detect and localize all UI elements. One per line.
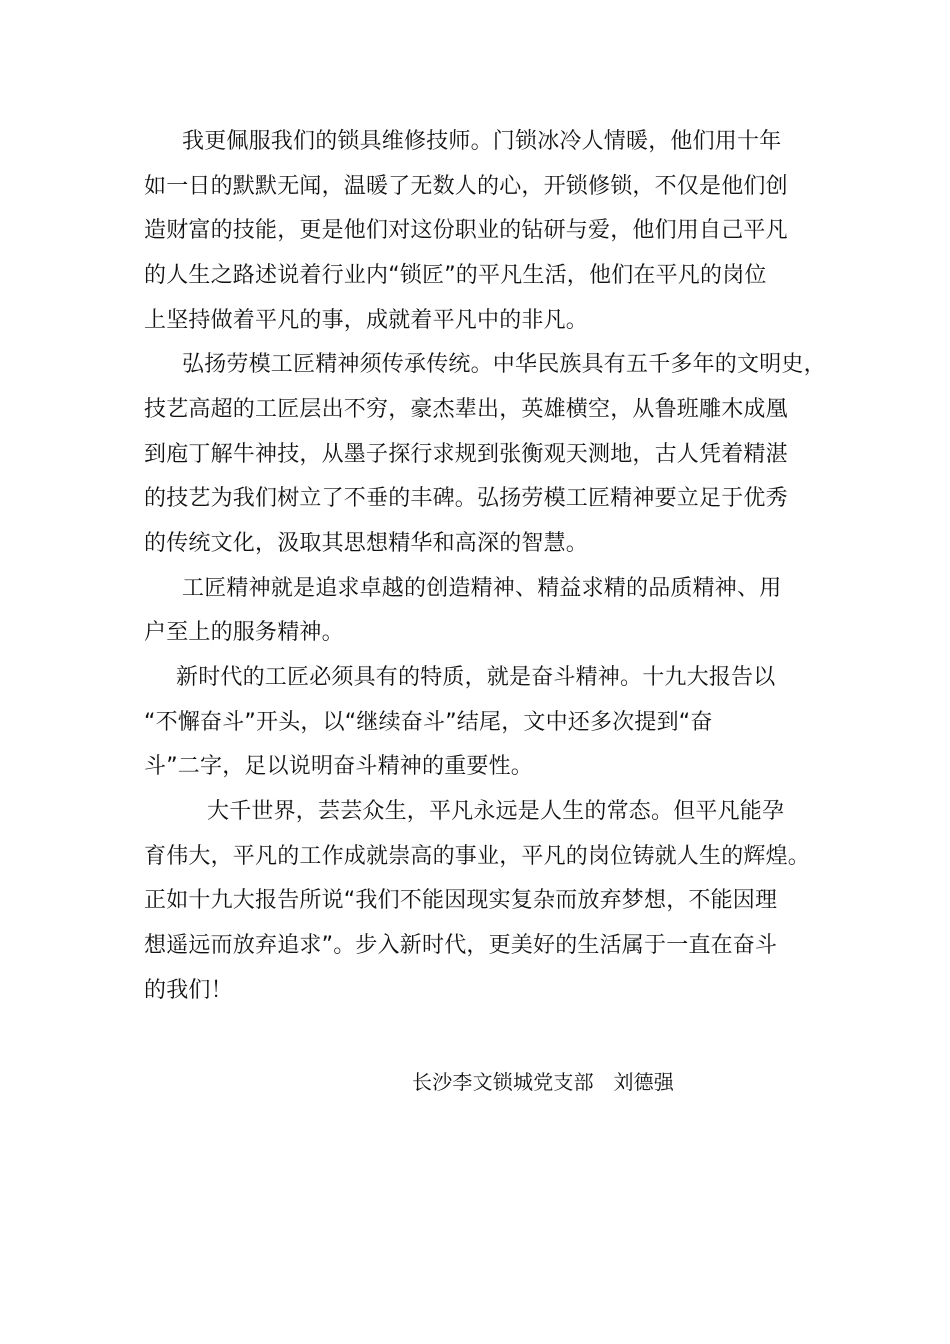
paragraph-4-line-1: 新时代的工匠必须具有的特质，就是奋斗精神。十九大报告以 <box>176 665 776 690</box>
author-signature: 长沙李文锁城党支部 刘德强 <box>412 1070 675 1094</box>
paragraph-4-line-2: “不懈奋斗”开头，以“继续奋斗”结尾，文中还多次提到“奋 <box>144 710 713 735</box>
paragraph-3-line-1: 工匠精神就是追求卓越的创造精神、精益求精的品质精神、用 <box>182 576 782 601</box>
paragraph-3-line-2: 户至上的服务精神。 <box>144 620 344 645</box>
paragraph-5-line-4: 想遥远而放弃追求”。步入新时代，更美好的生活属于一直在奋斗 <box>144 933 778 958</box>
paragraph-1-line-5: 上坚持做着平凡的事，成就着平凡中的非凡。 <box>144 308 589 333</box>
paragraph-5-line-1: 大千世界，芸芸众生，平凡永远是人生的常态。但平凡能孕 <box>207 799 785 824</box>
paragraph-5-line-5: 的我们！ <box>144 978 233 1003</box>
paragraph-1-line-4: 的人生之路述说着行业内“锁匠”的平凡生活，他们在平凡的岗位 <box>144 263 767 288</box>
paragraph-5-line-2: 育伟大，平凡的工作成就崇高的事业，平凡的岗位铸就人生的辉煌。 <box>144 844 811 869</box>
paragraph-2-line-2: 技艺高超的工匠层出不穷，豪杰辈出，英雄横空，从鲁班雕木成凰 <box>144 397 788 422</box>
paragraph-2-line-4: 的技艺为我们树立了不垂的丰碑。弘扬劳模工匠精神要立足于优秀 <box>144 486 788 511</box>
paragraph-2-line-3: 到庖丁解牛神技，从墨子探行求规到张衡观天测地，古人凭着精湛 <box>144 442 788 467</box>
paragraph-4-line-3: 斗”二字，足以说明奋斗精神的重要性。 <box>144 754 533 779</box>
paragraph-1-line-2: 如一日的默默无闻，温暖了无数人的心，开锁修锁，不仅是他们创 <box>144 174 788 199</box>
paragraph-5-line-3: 正如十九大报告所说“我们不能因现实复杂而放弃梦想，不能因理 <box>144 888 778 913</box>
paragraph-2-line-5: 的传统文化，汲取其思想精华和高深的智慧。 <box>144 531 589 556</box>
paragraph-1-line-3: 造财富的技能，更是他们对这份职业的钻研与爱，他们用自己平凡 <box>144 218 788 243</box>
paragraph-2-line-1: 弘扬劳模工匠精神须传承传统。中华民族具有五千多年的文明史， <box>182 352 826 377</box>
paragraph-1-line-1: 我更佩服我们的锁具维修技师。门锁冰冷人情暖，他们用十年 <box>182 129 782 154</box>
